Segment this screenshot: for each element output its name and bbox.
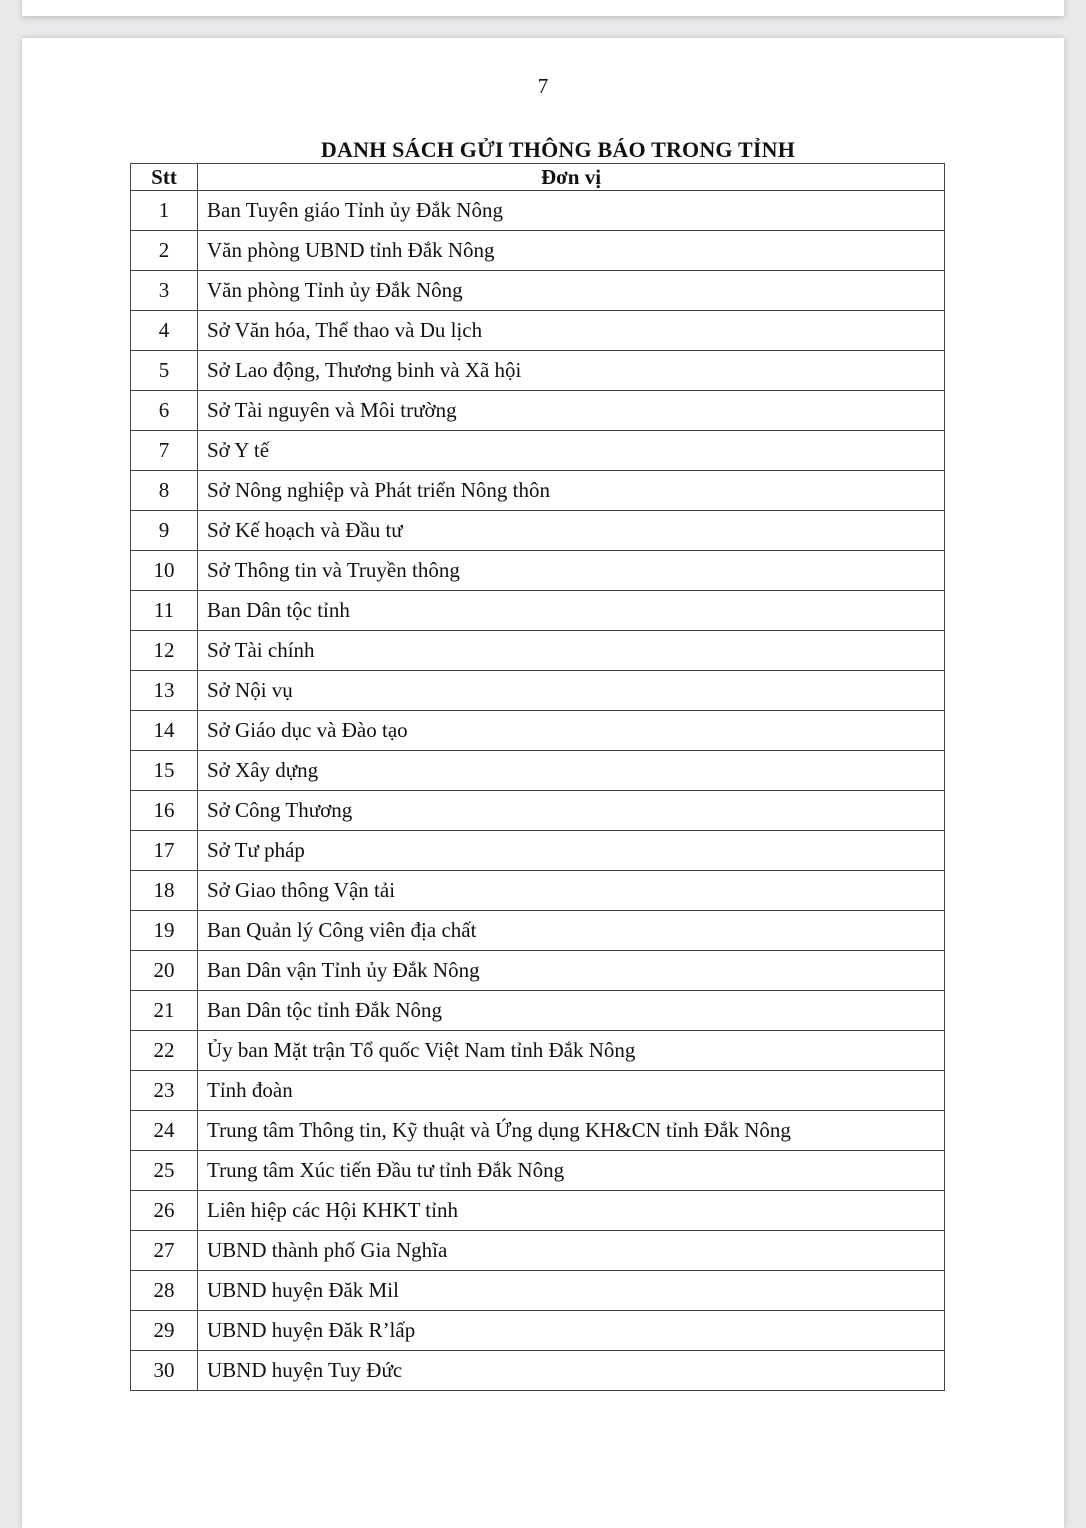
table-row	[131, 1231, 945, 1271]
table-row	[131, 1191, 945, 1231]
table-row	[131, 831, 945, 871]
row-stt: 19	[131, 911, 198, 951]
row-stt: 9	[131, 511, 198, 551]
row-stt: 7	[131, 431, 198, 471]
row-unit: UBND thành phố Gia Nghĩa	[198, 1231, 945, 1271]
table-row	[131, 311, 945, 351]
row-unit: Sở Nông nghiệp và Phát triển Nông thôn	[198, 471, 945, 511]
row-unit: UBND huyện Tuy Đức	[198, 1351, 945, 1391]
distribution-table	[130, 163, 945, 1391]
row-unit: Ban Tuyên giáo Tỉnh ủy Đắk Nông	[198, 191, 945, 231]
table-row	[131, 951, 945, 991]
row-unit: Ủy ban Mặt trận Tổ quốc Việt Nam tỉnh Đắk Nông	[198, 1031, 945, 1071]
previous-page-edge	[22, 0, 1064, 16]
row-unit: Sở Tài chính	[198, 631, 945, 671]
table-row	[131, 871, 945, 911]
table-header-row	[131, 164, 945, 191]
table-row	[131, 1071, 945, 1111]
table-row	[131, 431, 945, 471]
row-unit: UBND huyện Đăk R’lấp	[198, 1311, 945, 1351]
table-row	[131, 1271, 945, 1311]
table-row	[131, 671, 945, 711]
row-stt: 11	[131, 591, 198, 631]
row-stt: 30	[131, 1351, 198, 1391]
row-stt: 15	[131, 751, 198, 791]
row-stt: 24	[131, 1111, 198, 1151]
table-row	[131, 1351, 945, 1391]
row-stt: 22	[131, 1031, 198, 1071]
row-unit: Sở Tư pháp	[198, 831, 945, 871]
row-stt: 8	[131, 471, 198, 511]
table-row	[131, 751, 945, 791]
row-stt: 18	[131, 871, 198, 911]
row-stt: 21	[131, 991, 198, 1031]
table-row	[131, 1311, 945, 1351]
row-stt: 2	[131, 231, 198, 271]
table-row	[131, 991, 945, 1031]
row-stt: 14	[131, 711, 198, 751]
table-row	[131, 631, 945, 671]
row-stt: 3	[131, 271, 198, 311]
table-row	[131, 231, 945, 271]
row-stt: 27	[131, 1231, 198, 1271]
table-row	[131, 791, 945, 831]
row-unit: Sở Kế hoạch và Đầu tư	[198, 511, 945, 551]
row-unit: Sở Tài nguyên và Môi trường	[198, 391, 945, 431]
row-stt: 4	[131, 311, 198, 351]
row-unit: Tỉnh đoàn	[198, 1071, 945, 1111]
table-row	[131, 191, 945, 231]
row-unit: Sở Công Thương	[198, 791, 945, 831]
document-page	[22, 38, 1064, 1528]
table-row	[131, 711, 945, 751]
row-stt: 12	[131, 631, 198, 671]
table-row	[131, 591, 945, 631]
row-unit: Ban Quản lý Công viên địa chất	[198, 911, 945, 951]
row-stt: 17	[131, 831, 198, 871]
table-row	[131, 911, 945, 951]
row-unit: UBND huyện Đăk Mil	[198, 1271, 945, 1311]
table-row	[131, 1031, 945, 1071]
document-title: DANH SÁCH GỬI THÔNG BÁO TRONG TỈNH	[320, 137, 796, 162]
row-unit: Văn phòng Tỉnh ủy Đắk Nông	[198, 271, 945, 311]
row-unit: Sở Thông tin và Truyền thông	[198, 551, 945, 591]
row-stt: 5	[131, 351, 198, 391]
row-stt: 25	[131, 1151, 198, 1191]
page-number: 7	[537, 74, 549, 98]
row-unit: Ban Dân tộc tỉnh	[198, 591, 945, 631]
row-stt: 1	[131, 191, 198, 231]
row-unit: Sở Giao thông Vận tải	[198, 871, 945, 911]
header-stt: Stt	[131, 164, 198, 191]
row-stt: 10	[131, 551, 198, 591]
row-stt: 29	[131, 1311, 198, 1351]
row-unit: Sở Lao động, Thương binh và Xã hội	[198, 351, 945, 391]
table-row	[131, 1111, 945, 1151]
row-stt: 6	[131, 391, 198, 431]
row-unit: Sở Nội vụ	[198, 671, 945, 711]
row-unit: Liên hiệp các Hội KHKT tỉnh	[198, 1191, 945, 1231]
row-stt: 23	[131, 1071, 198, 1111]
row-stt: 16	[131, 791, 198, 831]
table-row	[131, 551, 945, 591]
row-unit: Ban Dân tộc tỉnh Đắk Nông	[198, 991, 945, 1031]
table-row	[131, 351, 945, 391]
table-row	[131, 511, 945, 551]
row-unit: Sở Giáo dục và Đào tạo	[198, 711, 945, 751]
row-unit: Sở Xây dựng	[198, 751, 945, 791]
header-unit: Đơn vị	[198, 164, 945, 191]
row-unit: Sở Văn hóa, Thể thao và Du lịch	[198, 311, 945, 351]
row-stt: 20	[131, 951, 198, 991]
row-unit: Sở Y tế	[198, 431, 945, 471]
table-row	[131, 391, 945, 431]
table-row	[131, 1151, 945, 1191]
row-unit: Trung tâm Xúc tiến Đầu tư tỉnh Đắk Nông	[198, 1151, 945, 1191]
table-row	[131, 271, 945, 311]
row-stt: 26	[131, 1191, 198, 1231]
row-unit: Ban Dân vận Tỉnh ủy Đắk Nông	[198, 951, 945, 991]
row-stt: 13	[131, 671, 198, 711]
row-unit: Văn phòng UBND tỉnh Đắk Nông	[198, 231, 945, 271]
row-unit: Trung tâm Thông tin, Kỹ thuật và Ứng dụng KH&CN tỉnh Đắk Nông	[198, 1111, 945, 1151]
table-row	[131, 471, 945, 511]
row-stt: 28	[131, 1271, 198, 1311]
